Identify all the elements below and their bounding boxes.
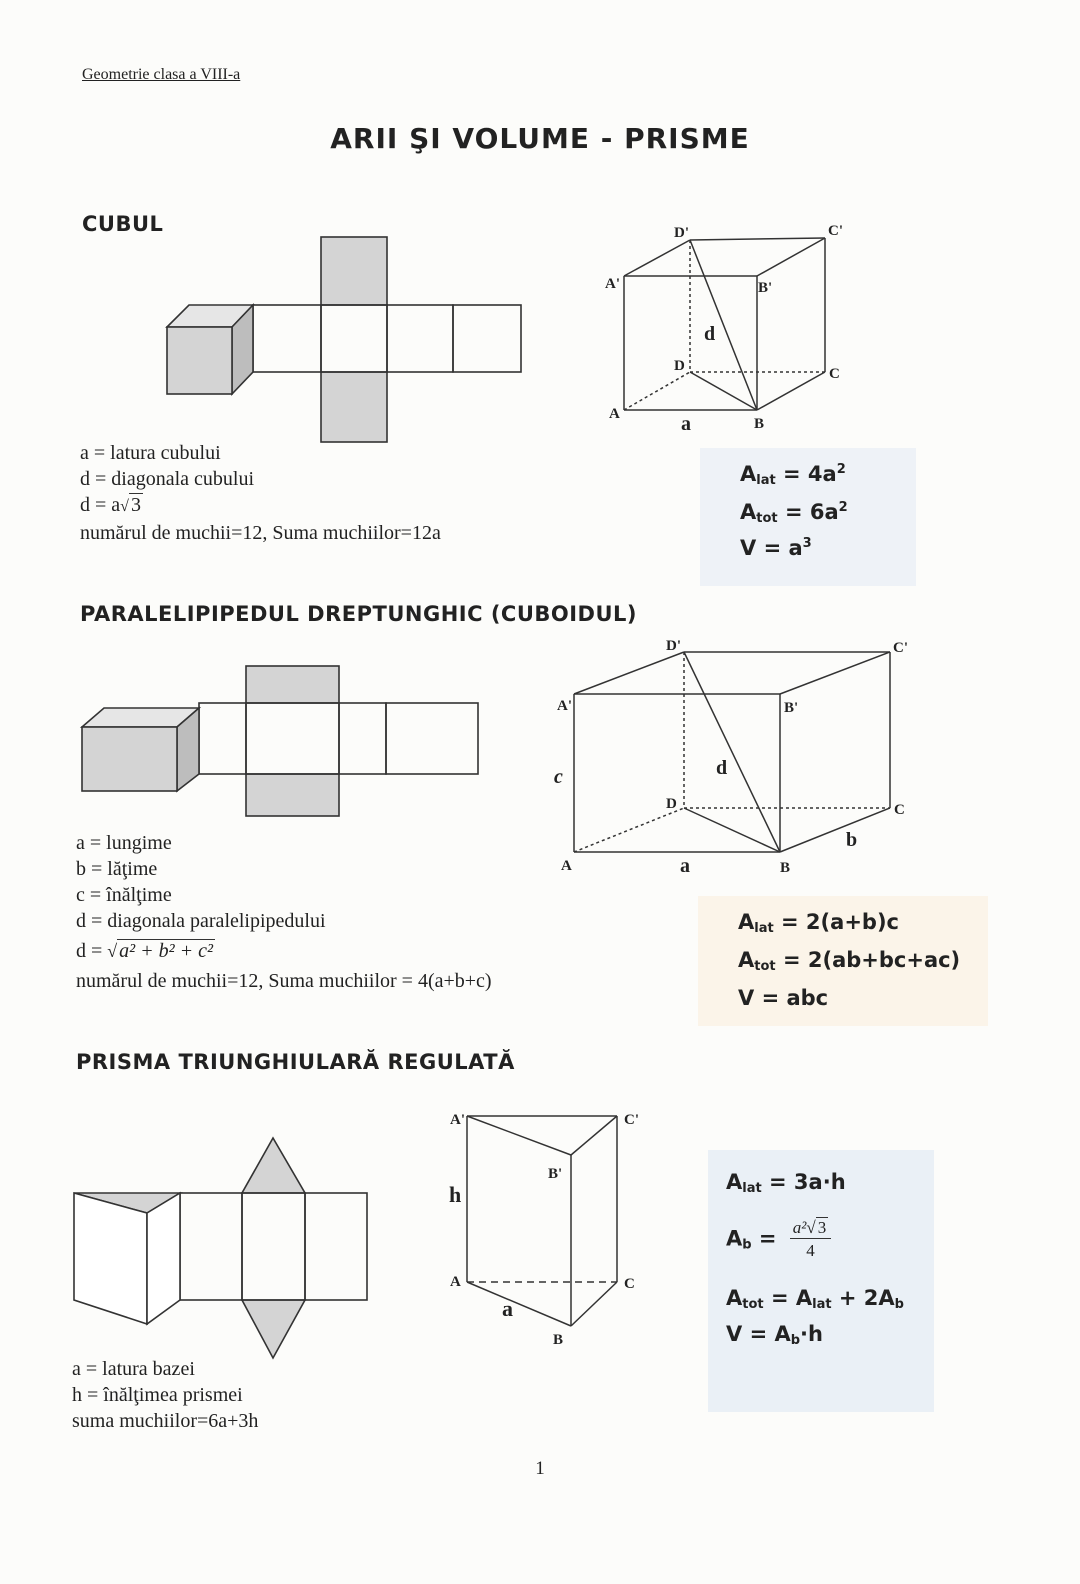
cuboid-diagonal-label-d: d <box>716 757 728 779</box>
cuboid-formula-lateral: $A_{lat} = 2(a+b)c$ <box>738 910 899 936</box>
cube-vertex-a-prime: A' <box>605 276 620 292</box>
cube-edge-label-a: a <box>681 413 691 435</box>
cube-vertex-b-prime: B' <box>758 280 773 296</box>
prism-def-a: a = latura bazei <box>72 1358 195 1380</box>
prism-edge-label-h: h <box>449 1182 462 1207</box>
cube-diagonal-label-d: d <box>704 323 716 345</box>
cuboid-def-c: c = înălţime <box>76 884 172 906</box>
prism-formula-lateral: $A_{lat} = 3a\cdot h$ <box>726 1170 846 1196</box>
cuboid-vertex-c-prime: C' <box>893 640 908 656</box>
cuboid-edge-label-c: c <box>554 766 563 788</box>
cuboid-vertex-d-prime: D' <box>666 638 681 654</box>
prism-vertex-a: A <box>450 1274 461 1290</box>
prism-vertex-c: C <box>624 1276 635 1292</box>
cube-diag-formula: d = a√ 3 <box>80 494 141 516</box>
cuboid-edge-label-b: b <box>846 829 858 851</box>
cuboid-edges: numărul de muchii=12, Suma muchiilor = 4(a+b+c) <box>76 970 492 992</box>
cuboid-def-b: b = lăţime <box>76 858 158 880</box>
cube-formula-total: $A_{tot} = 6a^2$ <box>740 500 848 526</box>
prism-vertex-a-prime: A' <box>450 1112 465 1128</box>
page-title: ARII ŞI VOLUME - PRISME <box>330 122 750 155</box>
cube-edges: numărul de muchii=12, Suma muchiilor=12a <box>80 522 441 544</box>
prism-formula-base: $A_b$ = $\frac{\text{a²√ 3}}{4}$ <box>726 1218 831 1261</box>
cuboid-vertex-a: A <box>561 858 572 874</box>
prism-formula-total: $A_{tot} = A_{lat} + 2A_b$ <box>726 1286 904 1312</box>
prism-definitions <box>72 1356 258 1434</box>
prism-heading: PRISMA TRIUNGHIULARĂ REGULATĂ <box>76 1050 515 1074</box>
cuboid-def-d: d = diagonala paralelipipedului <box>76 910 326 932</box>
prism-def-h: h = înălţimea prismei <box>72 1384 243 1406</box>
cube-vertex-b: B <box>754 416 765 432</box>
prism-base-fraction: $\frac{\text{a²√ 3}}{4}$ <box>790 1218 831 1261</box>
cuboid-diag-formula: d = √ a² + b² + c² <box>76 940 214 962</box>
prism-edges: suma muchiilor=6a+3h <box>72 1410 259 1432</box>
prism-vertex-b: B <box>553 1332 564 1348</box>
prism-formula-box <box>708 1150 934 1412</box>
cuboid-vertex-b-prime: B' <box>784 700 799 716</box>
cube-vertex-c-prime: C' <box>828 223 843 239</box>
page-number: 1 <box>535 1458 545 1479</box>
prism-edge-label-a: a <box>502 1296 513 1321</box>
cube-def-a: a = latura cubului <box>80 442 221 464</box>
cuboid-vertex-d: D <box>666 796 677 812</box>
prism-formula-volume: $V = A_b\cdot h$ <box>726 1322 823 1348</box>
prism-vertex-b-prime: B' <box>548 1166 563 1182</box>
cuboid-formula-volume: V = abc <box>738 986 829 1010</box>
cuboid-vertex-a-prime: A' <box>557 698 572 714</box>
prism-vertex-c-prime: C' <box>624 1112 639 1128</box>
cube-vertex-a: A <box>609 406 620 422</box>
cuboid-def-a: a = lungime <box>76 832 172 854</box>
cube-def-d: d = diagonala cubului <box>80 468 255 490</box>
cube-vertex-c: C <box>829 366 840 382</box>
cube-vertex-d: D <box>674 358 685 374</box>
cuboid-vertex-c: C <box>894 802 905 818</box>
cuboid-vertex-b: B <box>780 860 791 876</box>
cuboid-edge-label-a: a <box>680 855 690 877</box>
cuboid-heading: PARALELIPIPEDUL DREPTUNGHIC (CUBOIDUL) <box>80 602 638 626</box>
cube-vertex-d-prime: D' <box>674 225 689 241</box>
header-course: Geometrie clasa a VIII-a <box>82 66 241 83</box>
cube-formula-volume: $V = a^3$ <box>740 536 812 560</box>
cuboid-formula-total: $A_{tot} = 2(ab+bc+ac)$ <box>738 948 961 974</box>
cube-heading: CUBUL <box>82 212 164 236</box>
cube-formula-lateral: $A_{lat} = 4a^2$ <box>740 462 846 488</box>
